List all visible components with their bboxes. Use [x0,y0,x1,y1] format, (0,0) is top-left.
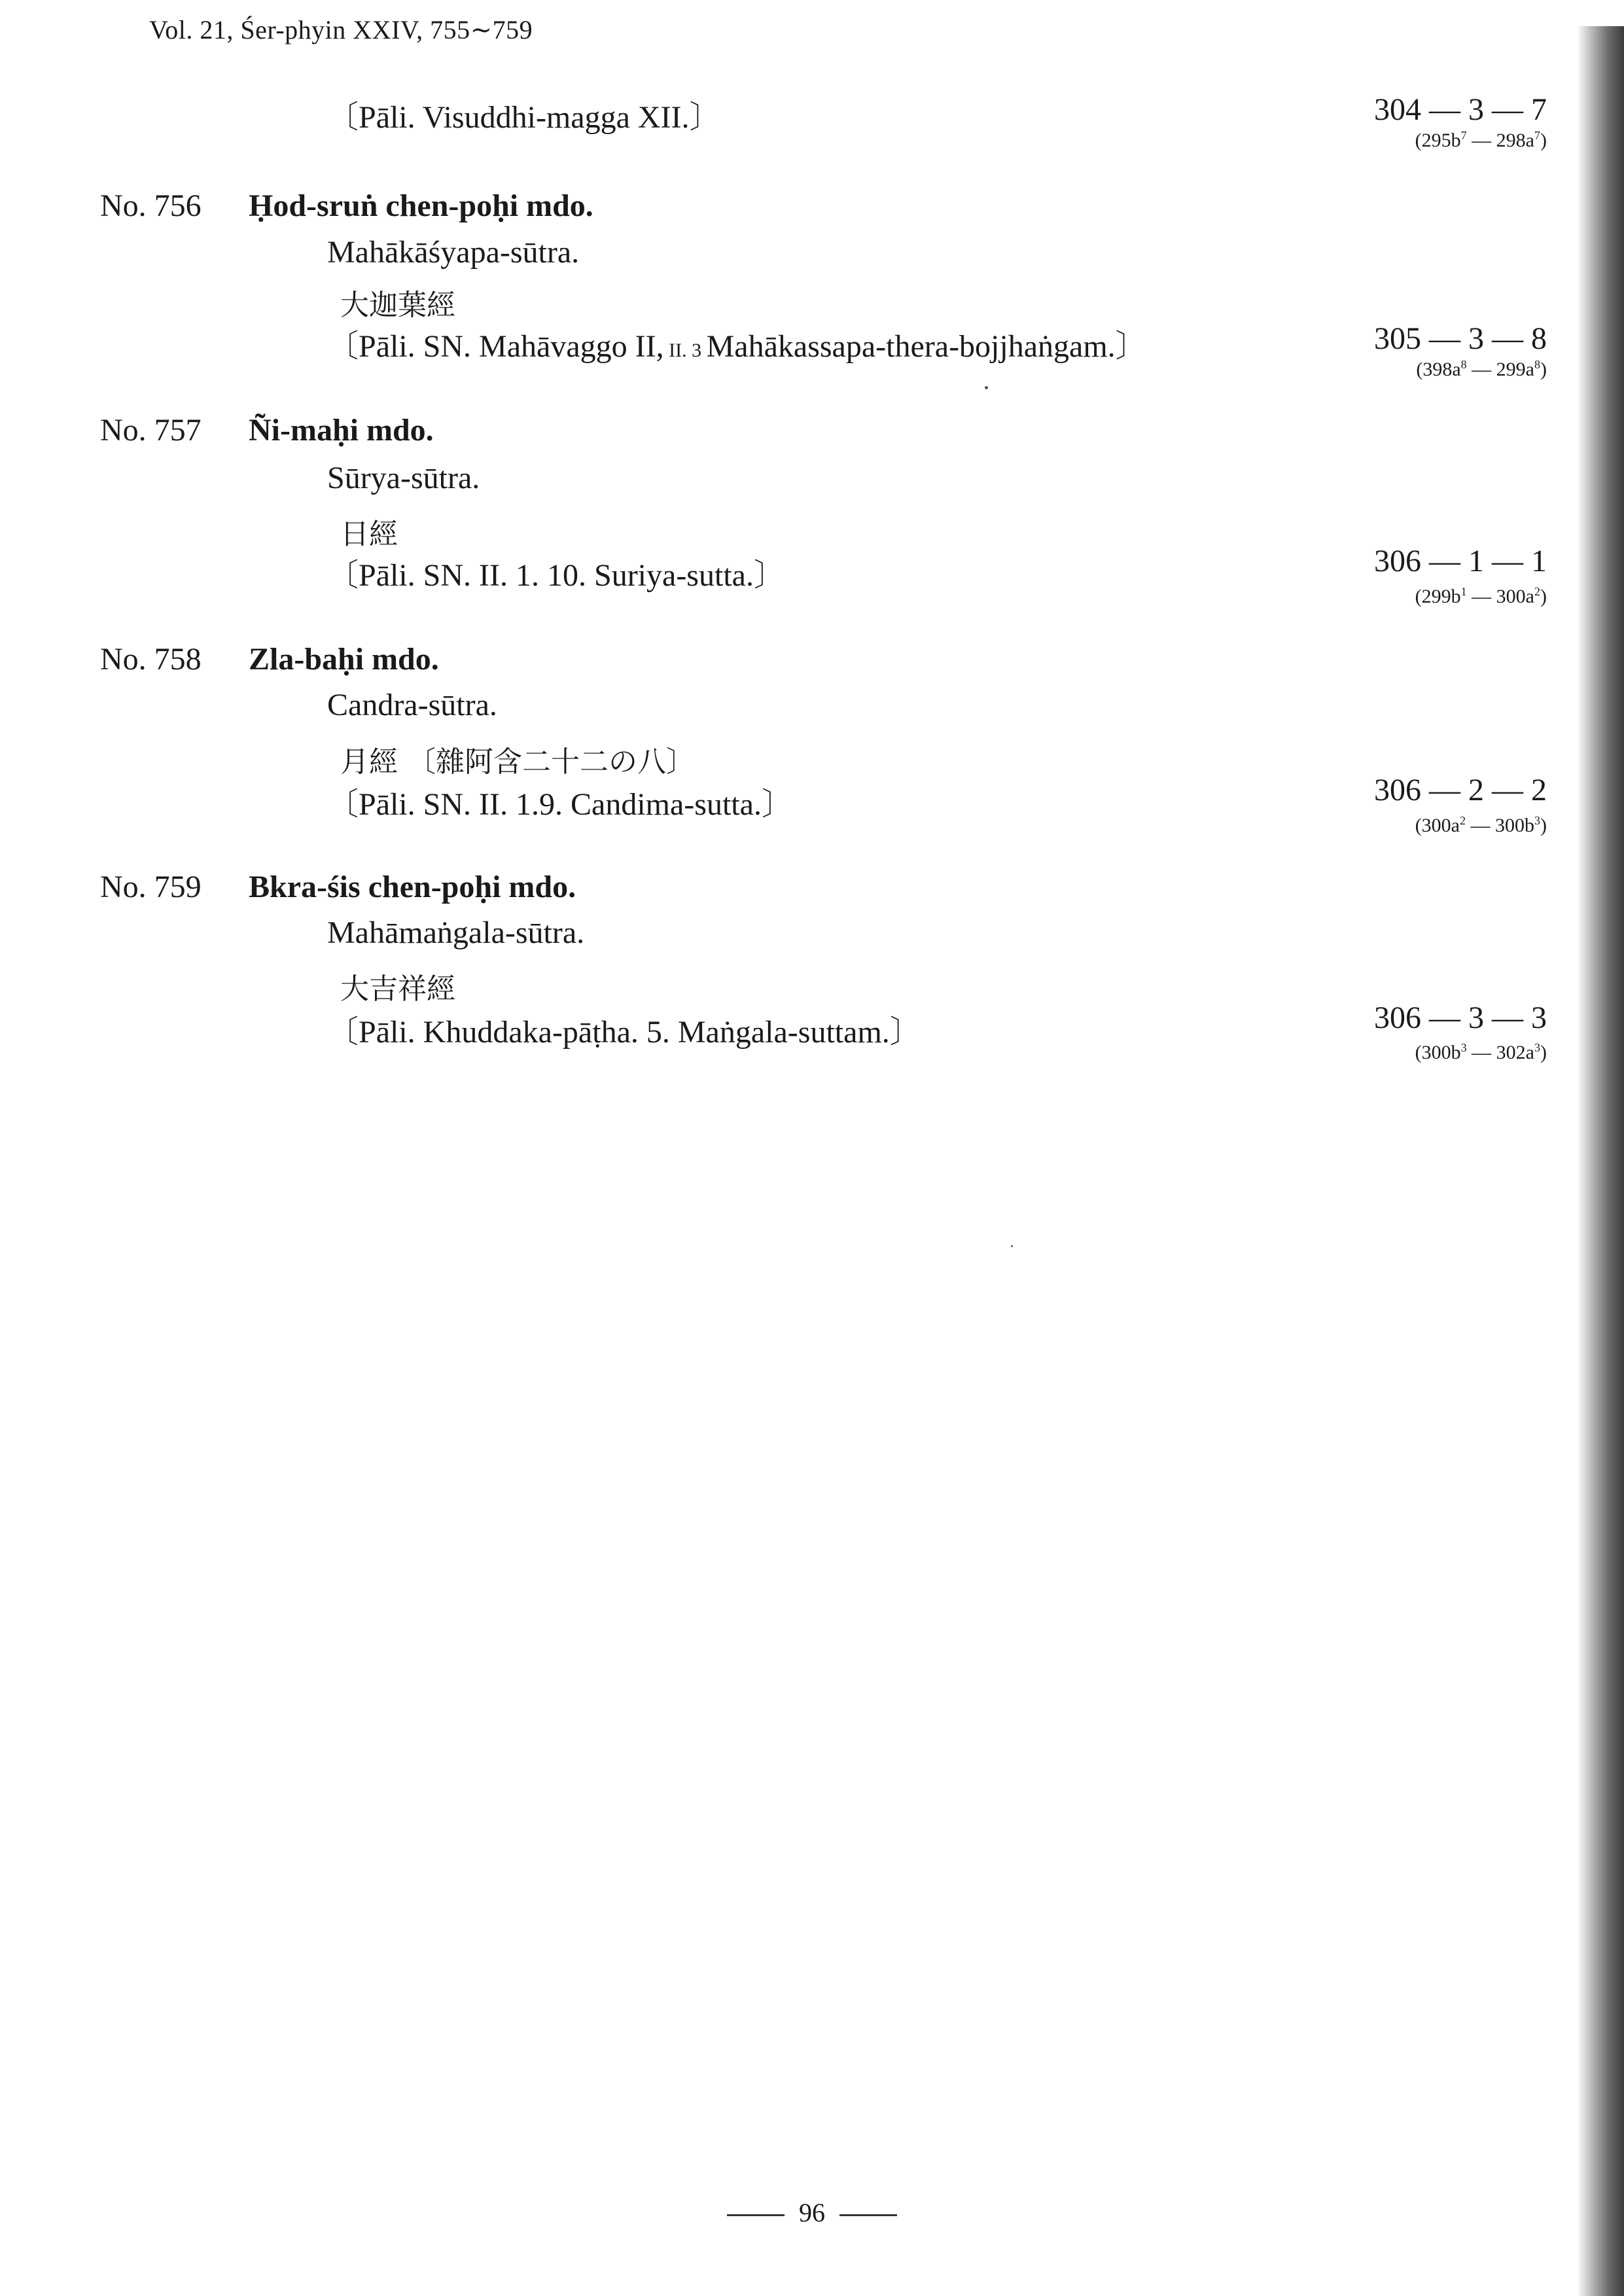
entry-756-number: No. 756 [100,188,202,223]
entry-757-ref: 306 — 1 — 1 [1374,544,1547,578]
scan-speck [985,386,988,389]
entry-759-chinese: 大吉祥經 [340,972,455,1006]
scan-speck [1011,1245,1013,1247]
entry-758-ref: 306 — 2 — 2 [1374,773,1547,807]
entry-759-sanskrit: Mahāmaṅgala-sūtra. [327,915,585,950]
page-footer [0,2197,1624,2228]
entry-759-folio: ($300b^3$ — $302a^3$) [1415,1041,1547,1063]
entry-757-sanskrit: Sūrya-sūtra. [327,461,480,495]
entry-755-ref: 304 — 3 — 7 [1374,92,1547,127]
entry-758-folio: ($300a^2$ — $300b^3$) [1415,814,1547,836]
entry-756-sanskrit: Mahākāśyapa-sūtra. [327,235,580,270]
entry-756-ref: 305 — 3 — 8 [1374,321,1547,356]
entry-759-title: Bkra-śis chen-poḥi mdo. [249,870,576,904]
footer-rule-left [727,2214,785,2216]
entry-758-chinese: 月經 〔雜阿含二十二の八〕 [340,745,695,779]
entry-756-title: Ḥod-sruṅ chen-poḥi mdo. [249,188,593,223]
entry-757-title: Ñi-maḥi mdo. [249,413,434,448]
entry-759-pali: 〔Pāli. Khuddaka-pāṭha. 5. Maṅgala-suttam.〕 [327,1015,921,1050]
entry-758-pali: 〔Pāli. SN. II. 1.9. Candima-sutta.〕 [327,787,793,822]
entry-756-chinese: 大迦葉經 [340,289,455,322]
entry-757-folio: ($299b^1$ — $300a^2$) [1415,585,1547,607]
entry-759-ref: 306 — 3 — 3 [1374,1000,1547,1035]
entry-758-number: No. 758 [100,642,202,677]
entry-758-sanskrit: Candra-sūtra. [327,688,497,722]
running-head: Vol. 21, Śer-phyin XXIV, 755∼759 [149,15,533,44]
entry-756-folio: ($398a^8$ — $299a^8$) [1416,358,1547,380]
entry-757-number: No. 757 [100,413,202,448]
entry-755-folio: ($295b^7$ — $298a^7$) [1415,129,1547,151]
entry-758-title: Zla-baḥi mdo. [249,642,439,677]
entry-757-chinese: 日經 [340,518,398,551]
page-number: 96 [799,2198,825,2227]
footer-rule-right [839,2214,897,2216]
scan-binding-edge [1577,26,1624,2296]
entry-759-number: No. 759 [100,870,202,904]
entry-756-pali: 〔Pāli. SN. Mahāvaggo II, II. 3 Mahākassapa-thera-bojjhaṅgam.〕 [327,329,1147,364]
entry-757-pali: 〔Pāli. SN. II. 1. 10. Suriya-sutta.〕 [327,558,785,593]
entry-755-pali: 〔Pāli. Visuddhi-magga XII.〕 [327,100,721,135]
